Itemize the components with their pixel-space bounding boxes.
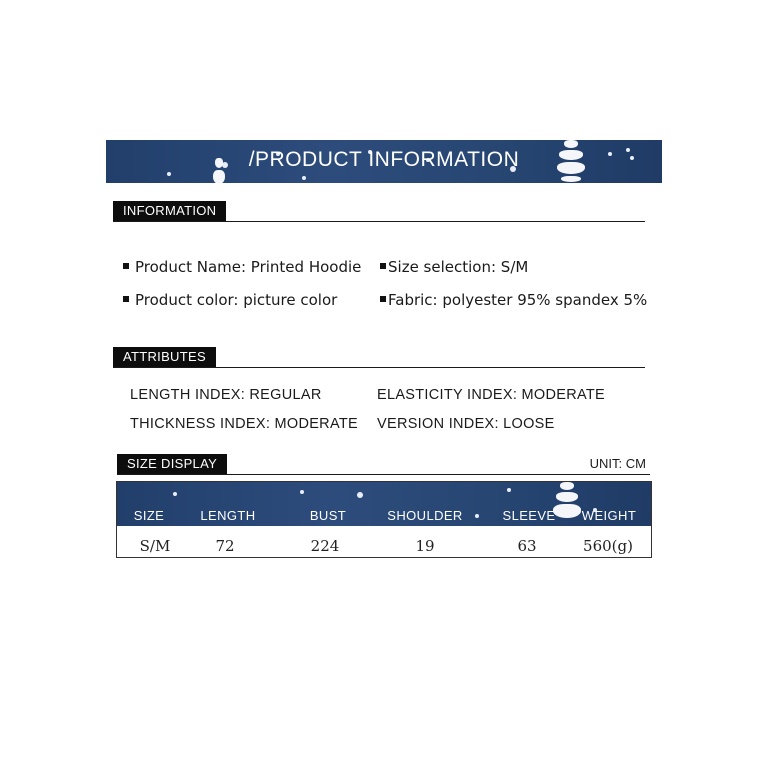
snowflake-icon bbox=[302, 176, 306, 180]
unit-label: UNIT: CM bbox=[589, 456, 646, 471]
attributes-tag: ATTRIBUTES bbox=[113, 347, 216, 367]
cell-shoulder: 19 bbox=[415, 537, 435, 555]
attr-length-index: LENGTH INDEX: REGULAR bbox=[130, 387, 322, 403]
bullet-icon bbox=[123, 263, 129, 269]
snowflake-icon bbox=[357, 492, 363, 498]
product-information-banner bbox=[106, 140, 662, 183]
attributes-section-header bbox=[113, 347, 645, 368]
attr-version-index: VERSION INDEX: LOOSE bbox=[377, 416, 555, 432]
info-fabric: Fabric: polyester 95% spandex 5% bbox=[380, 291, 647, 309]
cell-bust: 224 bbox=[310, 537, 340, 555]
size-table-header bbox=[117, 482, 651, 526]
banner-title: /PRODUCT INFORMATION bbox=[248, 148, 520, 171]
cell-sleeve: 63 bbox=[517, 537, 537, 555]
attr-elasticity-index: ELASTICITY INDEX: MODERATE bbox=[377, 387, 606, 403]
bullet-icon bbox=[380, 263, 386, 269]
snowflake-icon bbox=[507, 488, 511, 492]
bullet-icon bbox=[123, 296, 129, 302]
snowflake-icon bbox=[167, 172, 171, 176]
size-table bbox=[116, 481, 652, 558]
cell-size: S/M bbox=[139, 537, 171, 555]
snowflake-icon bbox=[475, 514, 479, 518]
info-product-color: Product color: picture color bbox=[123, 291, 337, 309]
column-header-sleeve: SLEEVE bbox=[502, 508, 556, 523]
snowy-tree-icon bbox=[553, 482, 581, 520]
size-display-section-header bbox=[117, 454, 650, 475]
snowflake-icon bbox=[300, 490, 304, 494]
column-header-bust: BUST bbox=[309, 508, 347, 523]
column-header-length: LENGTH bbox=[200, 508, 256, 523]
cell-weight: 560(g) bbox=[583, 537, 633, 555]
column-header-size: SIZE bbox=[133, 508, 165, 523]
cell-length: 72 bbox=[215, 537, 235, 555]
info-product-name: Product Name: Printed Hoodie bbox=[123, 258, 361, 276]
attr-thickness-index: THICKNESS INDEX: MODERATE bbox=[130, 416, 358, 432]
bullet-icon bbox=[380, 296, 386, 302]
information-tag: INFORMATION bbox=[113, 201, 226, 221]
column-header-shoulder: SHOULDER bbox=[387, 508, 463, 523]
snowflake-icon bbox=[173, 492, 177, 496]
column-header-weight: WEIGHT bbox=[581, 508, 637, 523]
size-display-tag: SIZE DISPLAY bbox=[117, 454, 227, 474]
info-size-selection: Size selection: S/M bbox=[380, 258, 528, 276]
information-section-header bbox=[113, 201, 645, 222]
